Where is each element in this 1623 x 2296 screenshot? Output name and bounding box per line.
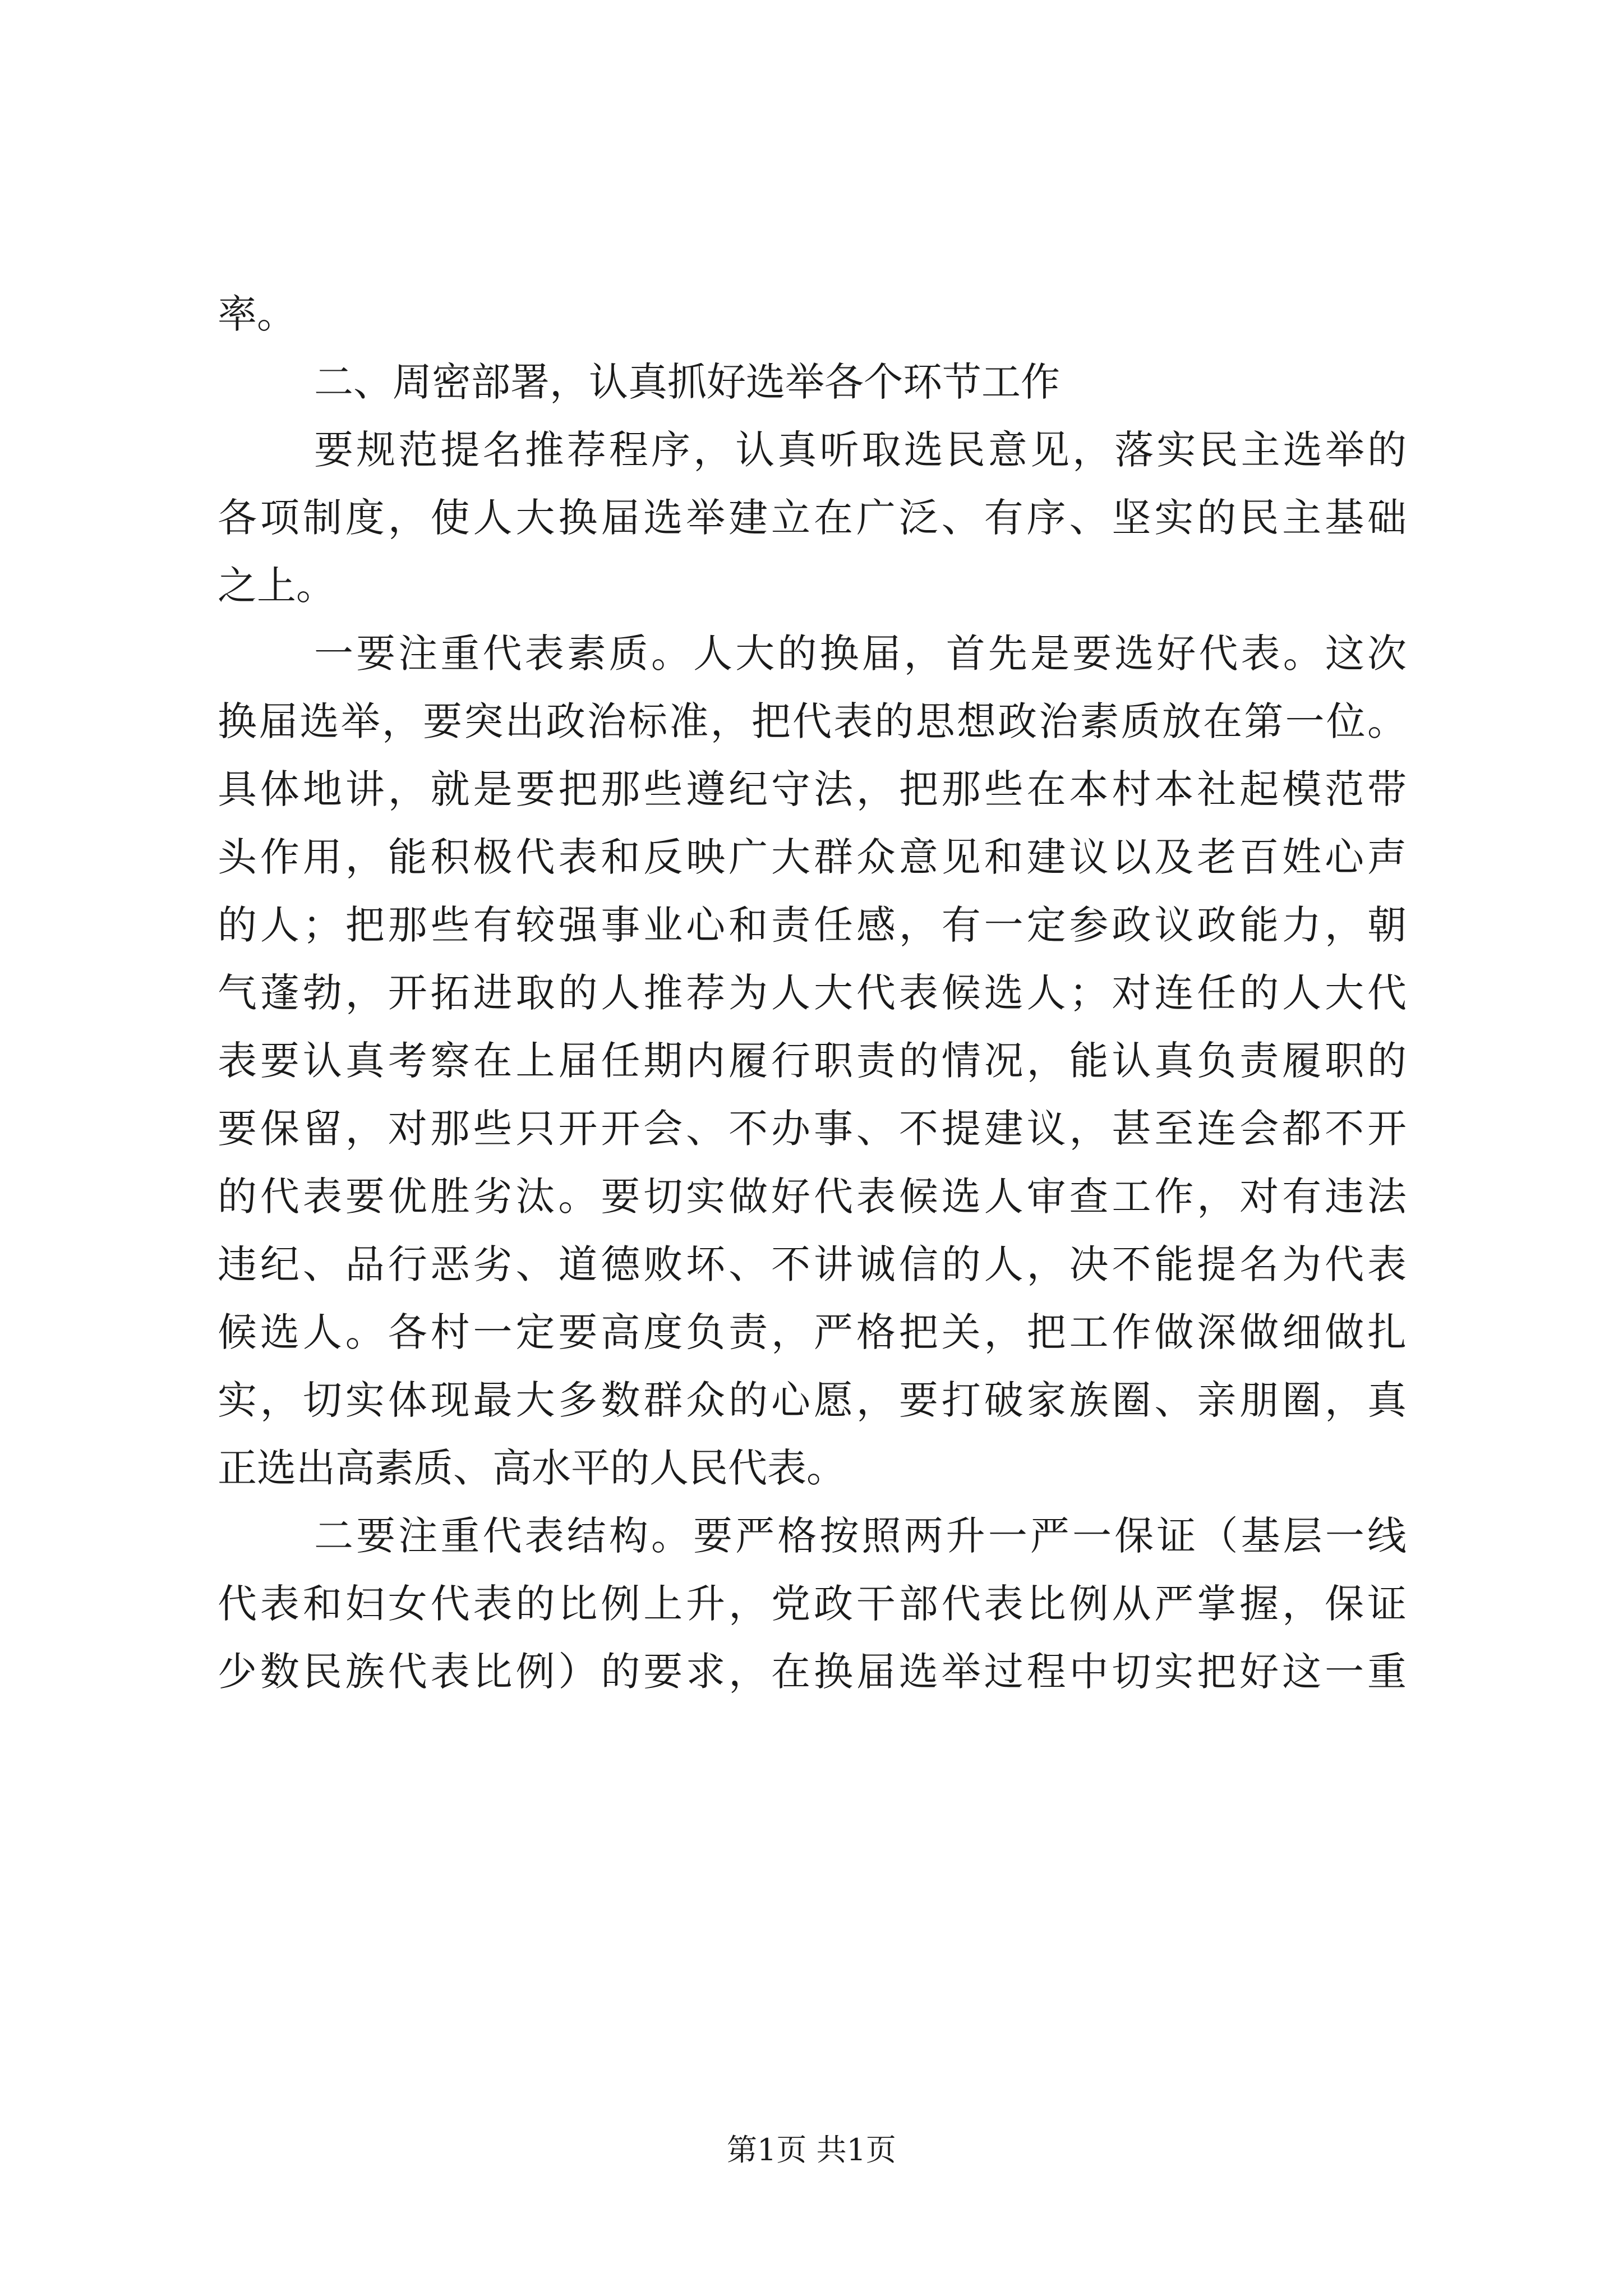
text-line: 气蓬勃，开拓进取的人推荐为人大代表候选人；对连任的人大代	[218, 970, 1407, 1016]
text-line: 表要认真考察在上届任期内履行职责的情况，能认真负责履职的	[218, 1038, 1407, 1084]
text-line: 代表和妇女代表的比例上升，党政干部代表比例从严掌握，保证	[218, 1581, 1407, 1627]
text-line: 要保留，对那些只开开会、不办事、不提建议，甚至连会都不开	[218, 1106, 1407, 1152]
text-line: 实，切实体现最大多数群众的心愿，要打破家族圈、亲朋圈，真	[218, 1377, 1407, 1423]
text-line: 要规范提名推荐程序，认真听取选民意见，落实民主选举的	[314, 427, 1407, 473]
text-line: 的人；把那些有较强事业心和责任感，有一定参政议政能力，朝	[218, 902, 1407, 948]
text-line: 各项制度，使人大换届选举建立在广泛、有序、坚实的民主基础	[218, 495, 1407, 541]
document-body	[218, 280, 1407, 1706]
page-footer: 第1页 共1页	[727, 2132, 896, 2168]
text-line: 换届选举，要突出政治标准，把代表的思想政治素质放在第一位。	[218, 698, 1407, 744]
text-line: 一要注重代表素质。人大的换届，首先是要选好代表。这次	[314, 631, 1407, 677]
text-line: 候选人。各村一定要高度负责，严格把关，把工作做深做细做扎	[218, 1309, 1407, 1355]
text-line: 少数民族代表比例）的要求，在换届选举过程中切实把好这一重	[218, 1649, 1407, 1695]
text-line: 具体地讲，就是要把那些遵纪守法，把那些在本村本社起模范带	[218, 766, 1407, 812]
text-line: 二要注重代表结构。要严格按照两升一严一保证（基层一线	[314, 1513, 1407, 1559]
text-line: 率。	[218, 291, 296, 337]
text-line: 之上。	[218, 563, 335, 609]
text-line: 违纪、品行恶劣、道德败坏、不讲诚信的人，决不能提名为代表	[218, 1241, 1407, 1287]
text-line: 正选出高素质、高水平的人民代表。	[218, 1445, 846, 1491]
text-line: 的代表要优胜劣汰。要切实做好代表候选人审查工作，对有违法	[218, 1174, 1407, 1220]
section-heading: 二、周密部署，认真抓好选举各个环节工作	[314, 359, 1060, 405]
text-line: 头作用，能积极代表和反映广大群众意见和建议以及老百姓心声	[218, 834, 1407, 880]
